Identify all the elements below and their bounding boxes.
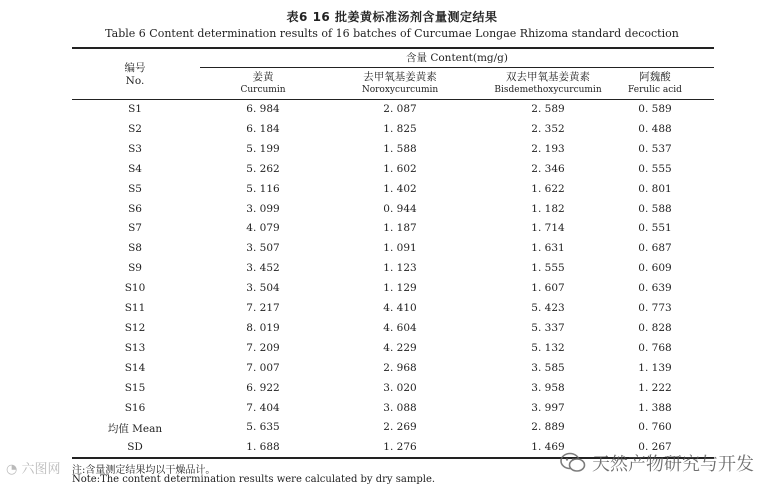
row-value: 1. 182 bbox=[531, 203, 565, 215]
row-value: 5. 423 bbox=[531, 302, 565, 314]
wechat-icon bbox=[560, 452, 586, 474]
row-value: 1. 139 bbox=[638, 362, 672, 374]
row-value: 0. 589 bbox=[638, 103, 672, 115]
header-col-1-cn: 去甲氧基姜黄素 bbox=[363, 71, 437, 83]
row-value: 2. 269 bbox=[383, 421, 417, 433]
row-value: 2. 346 bbox=[531, 163, 565, 175]
row-value: 1. 714 bbox=[531, 222, 565, 234]
row-value: 5. 635 bbox=[246, 421, 280, 433]
row-value: 1. 123 bbox=[383, 262, 417, 274]
row-label: S16 bbox=[124, 402, 146, 414]
group-rule bbox=[200, 67, 714, 68]
watermark-brand-text: 天然产物研究与开发 bbox=[592, 454, 754, 475]
row-value: 0. 760 bbox=[638, 421, 672, 433]
header-col-0-cn: 姜黄 bbox=[252, 71, 274, 83]
row-value: 1. 607 bbox=[531, 282, 565, 294]
row-value: 0. 267 bbox=[638, 441, 672, 453]
row-value: 0. 828 bbox=[638, 322, 672, 334]
watermark-site-text: 六图网 bbox=[21, 462, 61, 477]
header-col-1-en: Noroxycurcumin bbox=[361, 85, 439, 95]
row-label: S15 bbox=[124, 382, 146, 394]
header-col-2-en: Bisdemethoxycurcumin bbox=[494, 85, 602, 95]
row-value: 3. 507 bbox=[246, 242, 280, 254]
header-no-en: No. bbox=[125, 75, 145, 87]
row-value: 3. 020 bbox=[383, 382, 417, 394]
row-label: S5 bbox=[128, 183, 142, 195]
table-note-cn: 注:含量测定结果均以干燥品计。 bbox=[72, 465, 216, 476]
row-value: 5. 116 bbox=[246, 183, 280, 195]
row-value: 0. 773 bbox=[638, 302, 672, 314]
row-label: S8 bbox=[128, 242, 142, 254]
row-value: 3. 088 bbox=[383, 402, 417, 414]
row-value: 1. 222 bbox=[638, 382, 672, 394]
row-value: 1. 276 bbox=[383, 441, 417, 453]
row-value: 5. 132 bbox=[531, 342, 565, 354]
row-value: 0. 639 bbox=[638, 282, 672, 294]
row-value: 2. 352 bbox=[531, 123, 565, 135]
row-value: 1. 631 bbox=[531, 242, 565, 254]
row-value: 1. 825 bbox=[383, 123, 417, 135]
row-value: 0. 944 bbox=[383, 203, 417, 215]
header-col-3-en: Ferulic acid bbox=[628, 85, 682, 95]
row-value: 0. 537 bbox=[638, 143, 672, 155]
row-value: 0. 801 bbox=[638, 183, 672, 195]
row-label: S11 bbox=[124, 302, 146, 314]
row-value: 1. 588 bbox=[383, 143, 417, 155]
table-caption-cn: 表6 16 批姜黄标准汤剂含量测定结果 bbox=[286, 10, 498, 24]
row-label: S3 bbox=[128, 143, 142, 155]
row-label: S1 bbox=[128, 103, 142, 115]
table-caption-en: Table 6 Content determination results of 16 batches of Curcumae Longae Rhizoma standard decoction bbox=[105, 27, 679, 40]
row-value: 6. 184 bbox=[246, 123, 280, 135]
row-value: 7. 209 bbox=[246, 342, 280, 354]
row-value: 0. 551 bbox=[638, 222, 672, 234]
row-value: 4. 604 bbox=[383, 322, 417, 334]
row-value: 5. 199 bbox=[246, 143, 280, 155]
row-label: S9 bbox=[128, 262, 142, 274]
row-value: 3. 585 bbox=[531, 362, 565, 374]
row-value: 0. 488 bbox=[638, 123, 672, 135]
row-label: S14 bbox=[124, 362, 146, 374]
row-value: 3. 997 bbox=[531, 402, 565, 414]
row-label: S12 bbox=[124, 322, 146, 334]
row-value: 4. 229 bbox=[383, 342, 417, 354]
row-value: 5. 337 bbox=[531, 322, 565, 334]
row-value: 0. 609 bbox=[638, 262, 672, 274]
row-value: 1. 469 bbox=[531, 441, 565, 453]
row-value: 6. 984 bbox=[246, 103, 280, 115]
watermark-site bbox=[6, 458, 61, 477]
row-value: 5. 262 bbox=[246, 163, 280, 175]
row-label: S6 bbox=[128, 203, 142, 215]
watermark-logo-icon: ◔ bbox=[6, 462, 18, 477]
row-value: 2. 589 bbox=[531, 103, 565, 115]
row-value: 0. 588 bbox=[638, 203, 672, 215]
table-note-en: Note:The content determination results were calculated by dry sample. bbox=[72, 474, 436, 485]
row-value: 1. 602 bbox=[383, 163, 417, 175]
row-value: 1. 555 bbox=[531, 262, 565, 274]
watermark-brand bbox=[560, 450, 754, 476]
row-value: 2. 968 bbox=[383, 362, 417, 374]
row-value: 1. 688 bbox=[246, 441, 280, 453]
row-value: 4. 410 bbox=[383, 302, 417, 314]
row-value: 1. 402 bbox=[383, 183, 417, 195]
header-bottom-rule bbox=[72, 99, 714, 100]
header-col-2-cn: 双去甲氧基姜黄素 bbox=[506, 71, 590, 83]
row-value: 3. 452 bbox=[246, 262, 280, 274]
row-value: 0. 687 bbox=[638, 242, 672, 254]
row-value: 7. 007 bbox=[246, 362, 280, 374]
row-value: 7. 217 bbox=[246, 302, 280, 314]
row-value: 2. 889 bbox=[531, 421, 565, 433]
row-value: 1. 129 bbox=[383, 282, 417, 294]
row-value: 2. 193 bbox=[531, 143, 565, 155]
row-label: 均值 Mean bbox=[107, 423, 163, 435]
row-value: 1. 187 bbox=[383, 222, 417, 234]
row-label: S4 bbox=[128, 163, 142, 175]
header-col-0-en: Curcumin bbox=[240, 85, 286, 95]
row-label: SD bbox=[127, 441, 143, 453]
header-no-cn: 编号 bbox=[124, 62, 146, 74]
row-label: S7 bbox=[128, 222, 142, 234]
row-value: 0. 555 bbox=[638, 163, 672, 175]
table-top-rule bbox=[72, 47, 714, 49]
row-label: S2 bbox=[128, 123, 142, 135]
row-value: 3. 099 bbox=[246, 203, 280, 215]
row-label: S10 bbox=[124, 282, 146, 294]
header-content-group: 含量 Content(mg/g) bbox=[405, 52, 508, 64]
row-value: 1. 091 bbox=[383, 242, 417, 254]
row-value: 8. 019 bbox=[246, 322, 280, 334]
row-value: 3. 958 bbox=[531, 382, 565, 394]
row-label: S13 bbox=[124, 342, 146, 354]
row-value: 7. 404 bbox=[246, 402, 280, 414]
row-value: 3. 504 bbox=[246, 282, 280, 294]
row-value: 1. 622 bbox=[531, 183, 565, 195]
row-value: 1. 388 bbox=[638, 402, 672, 414]
row-value: 6. 922 bbox=[246, 382, 280, 394]
row-value: 2. 087 bbox=[383, 103, 417, 115]
row-value: 4. 079 bbox=[246, 222, 280, 234]
row-value: 0. 768 bbox=[638, 342, 672, 354]
header-col-3-cn: 阿魏酸 bbox=[639, 71, 671, 83]
